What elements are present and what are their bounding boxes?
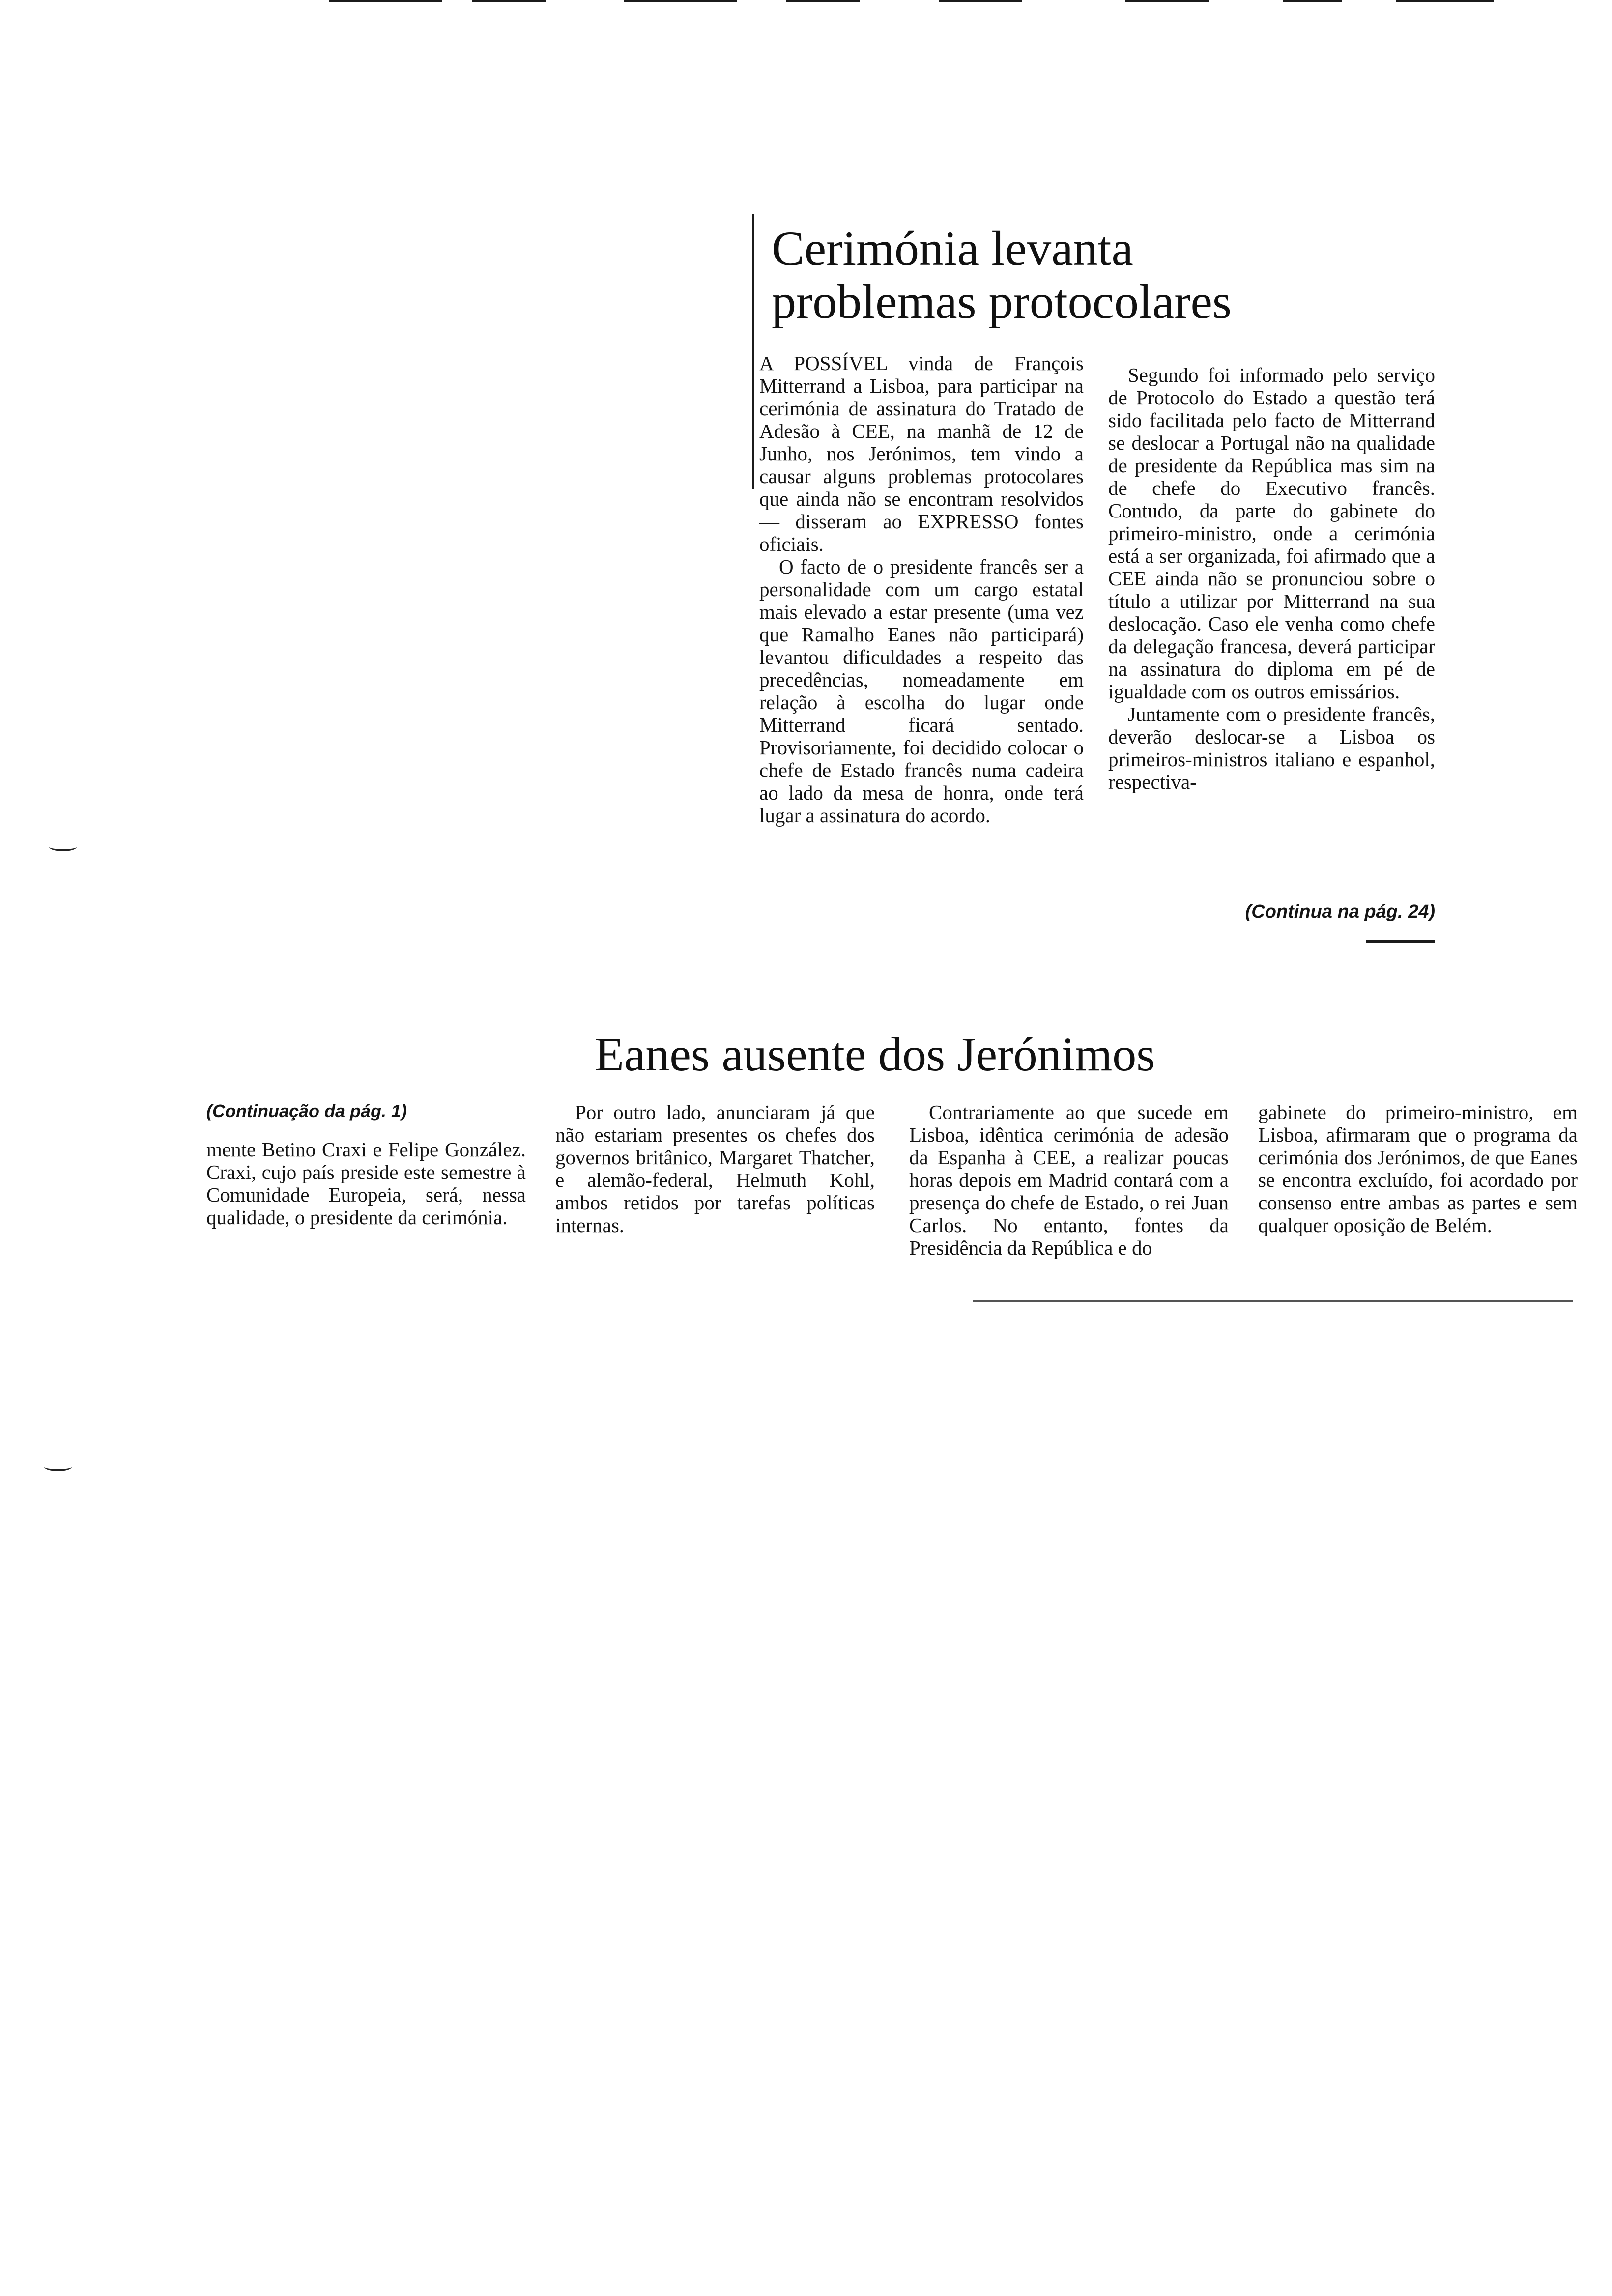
top-edge-mark [329, 0, 442, 2]
punch-hole-mark [44, 1463, 72, 1471]
headline-side-rule [752, 214, 754, 489]
paragraph: mente Betino Craxi e Felipe González. Craxi, cujo país preside este semestre à Comunidade Europeia, será, nessa qualidade, o presidente da cerimónia. [206, 1138, 526, 1229]
top-edge-mark [1396, 0, 1494, 2]
article-headline [772, 222, 1509, 328]
top-edge-mark [472, 0, 546, 2]
article-end-rule [1366, 940, 1435, 943]
paragraph: Por outro lado, anunciaram já que não estariam presentes os chefes dos governos britânico, Margaret Thatcher, e alemão-federal, Helmuth Kohl, ambos retidos por tarefas políticas internas. [555, 1101, 875, 1236]
continued-reference: (Continua na pág. 24) [1245, 901, 1435, 922]
article-column-2 [555, 1101, 875, 1236]
article-column-3 [909, 1101, 1229, 1259]
top-edge-mark [1125, 0, 1209, 2]
top-edge-mark [624, 0, 737, 2]
paragraph: gabinete do primeiro-ministro, em Lisboa, afirmaram que o programa da cerimónia dos Jerónimos, de que Eanes se encontra excluído, foi acordado por consenso entre ambas as partes e sem qualquer oposição de Belém. [1258, 1101, 1578, 1236]
headline-line-2: problemas protocolares [772, 274, 1232, 329]
paragraph: Segundo foi informado pelo serviço de Protocolo do Estado a questão terá sido facilitada pelo facto de Mitterrand se deslocar a Portugal não na qualidade de presidente da República mas sim na de chefe do Executivo francês. Contudo, da parte do gabinete do primeiro-ministro, onde a cerimónia está a ser organizada, foi afirmado que a CEE ainda não se pronunciou sobre o título a utilizar por Mitterrand na sua deslocação. Caso ele venha como chefe da delegação francesa, deverá participar na assinatura do diploma em pé de igualdade com os outros emissários. [1108, 364, 1435, 703]
article-end-rule [973, 1300, 1573, 1302]
article-column-1 [759, 352, 1084, 827]
top-edge-mark [1283, 0, 1342, 2]
paragraph: Juntamente com o presidente francês, deverão deslocar-se a Lisboa os primeiros-ministros italiano e espanhol, respectiva- [1108, 703, 1435, 793]
article-column-4 [1258, 1101, 1578, 1236]
article-column-1 [206, 1138, 526, 1229]
article-headline: Eanes ausente dos Jerónimos [595, 1028, 1155, 1081]
continuation-label: (Continuação da pág. 1) [206, 1101, 407, 1121]
punch-hole-mark [49, 842, 77, 851]
top-edge-mark [786, 0, 860, 2]
paragraph: O facto de o presidente francês ser a personalidade com um cargo estatal mais elevado a estar presente (uma vez que Ramalho Eanes não participará) levantou dificuldades a respeito das precedências, nomeadamente em relação à escolha do lugar onde Mitterrand ficará sentado. Provisoriamente, foi decidido colocar o chefe de Estado francês numa cadeira ao lado da mesa de honra, onde terá lugar a assinatura do acordo. [759, 555, 1084, 827]
paragraph: A POSSÍVEL vinda de François Mitterrand a Lisboa, para participar na cerimónia de assinatura do Tratado de Adesão à CEE, na manhã de 12 de Junho, nos Jerónimos, tem vindo a causar alguns problemas protocolares que ainda não se encontram resolvidos — disseram ao EXPRESSO fontes oficiais. [759, 352, 1084, 555]
paragraph: Contrariamente ao que sucede em Lisboa, idêntica cerimónia de adesão da Espanha à CEE, a realizar poucas horas depois em Madrid contará com a presença do chefe de Estado, o rei Juan Carlos. No entanto, fontes da Presidência da República e do [909, 1101, 1229, 1259]
article-column-2 [1108, 364, 1435, 793]
headline-line-1: Cerimónia levanta [772, 221, 1133, 276]
top-edge-mark [939, 0, 1022, 2]
